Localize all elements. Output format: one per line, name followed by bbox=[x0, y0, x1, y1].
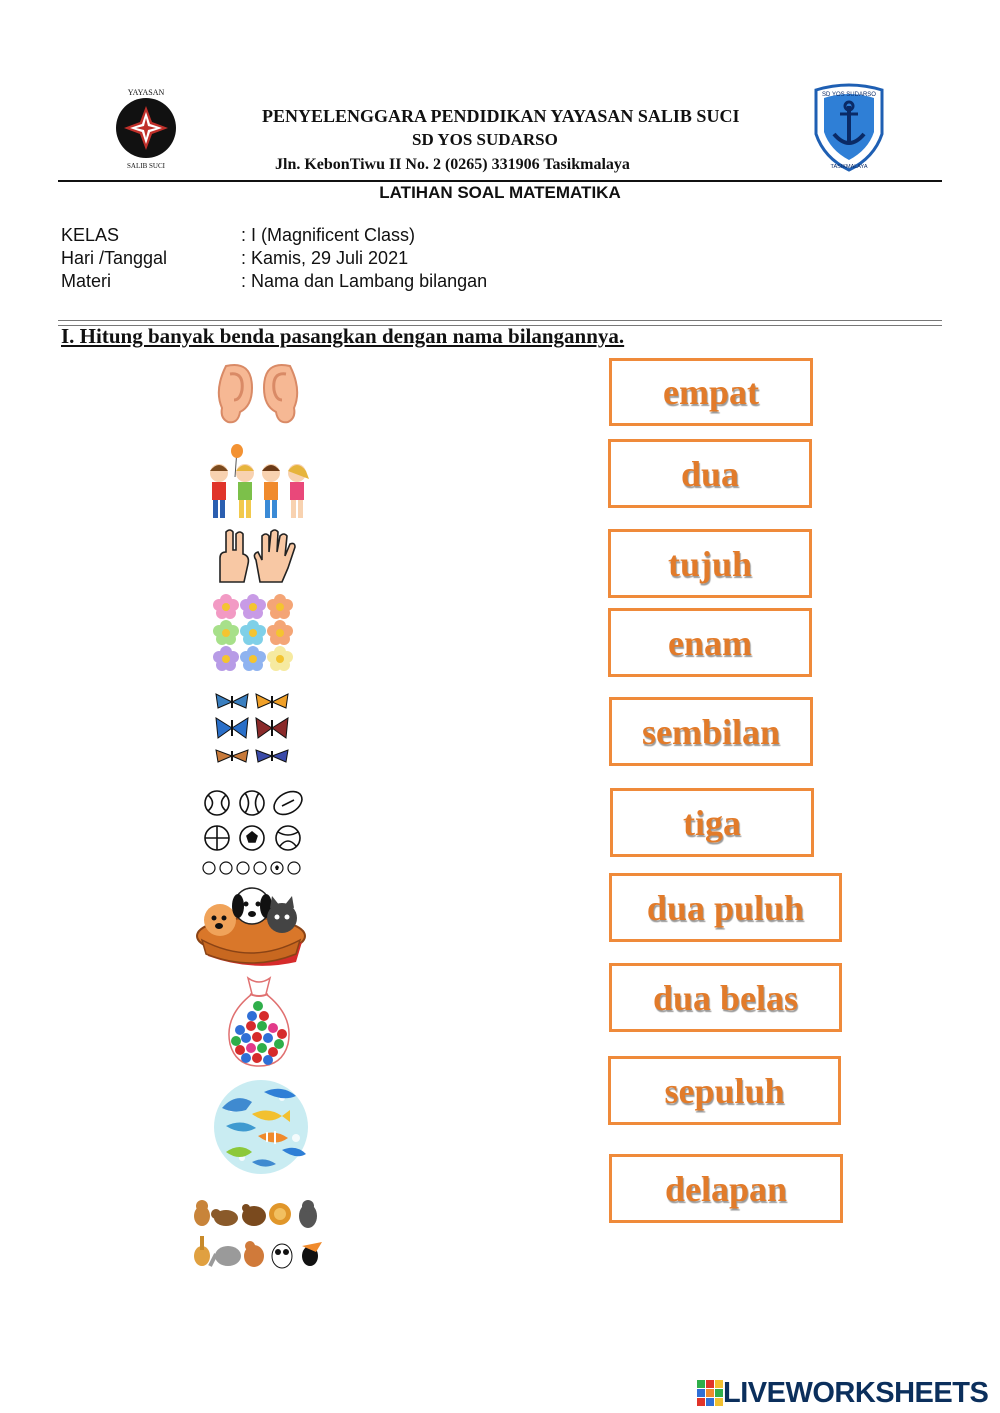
animals-icon[interactable] bbox=[190, 1196, 326, 1274]
puppies-icon[interactable] bbox=[192, 884, 310, 974]
answer-word: empat bbox=[663, 372, 759, 412]
answer-word: tiga bbox=[683, 802, 741, 843]
answer-box-dua-puluh[interactable] bbox=[609, 873, 842, 942]
answer-word: dua puluh bbox=[646, 887, 805, 928]
school-shield-logo-icon bbox=[812, 82, 886, 172]
balls-icon[interactable] bbox=[200, 788, 308, 878]
school-address: Jln. KebonTiwu II No. 2 (0265) 331906 Tasikmalaya bbox=[275, 156, 630, 173]
answer-box-delapan[interactable] bbox=[609, 1154, 843, 1223]
fish-icon[interactable] bbox=[212, 1078, 310, 1176]
organization-line: PENYELENGGARA PENDIDIKAN YAYASAN SALIB SUCI bbox=[262, 106, 740, 126]
answer-word: dua bbox=[680, 453, 740, 494]
class-value: : I (Magnificent Class) bbox=[241, 225, 416, 245]
answer-word: delapan bbox=[664, 1168, 788, 1209]
instruction-text: I. Hitung banyak benda pasangkan dengan nama bilangannya. bbox=[61, 324, 625, 348]
logo-left-top-text: YAYASAN bbox=[127, 88, 165, 97]
answer-box-tujuh[interactable] bbox=[608, 529, 812, 598]
date-label: Hari /Tanggal bbox=[61, 248, 168, 268]
answer-word: sepuluh bbox=[664, 1070, 785, 1111]
topic-label: Materi bbox=[61, 271, 112, 291]
answer-word: tujuh bbox=[667, 543, 753, 584]
logo-left-bottom-text: SALIB SUCI bbox=[127, 162, 165, 170]
answer-box-sembilan[interactable] bbox=[609, 697, 813, 766]
worksheet-title: LATIHAN SOAL MATEMATIKA bbox=[379, 183, 621, 202]
logo-right-top-text: SD YOS SUDARSO bbox=[822, 92, 876, 98]
answer-box-dua[interactable] bbox=[608, 439, 812, 508]
brand-text: LIVEWORKSHEETS bbox=[723, 1376, 989, 1409]
answer-word: enam bbox=[668, 622, 752, 663]
logo-right-bottom-text: TASIKMALAYA bbox=[830, 164, 868, 170]
children-icon[interactable] bbox=[205, 443, 313, 521]
answer-box-dua-belas[interactable] bbox=[609, 963, 842, 1032]
ears-icon[interactable] bbox=[212, 360, 304, 426]
butterflies-icon[interactable] bbox=[212, 692, 294, 768]
marbles-icon[interactable] bbox=[222, 976, 296, 1068]
answer-box-tiga[interactable] bbox=[610, 788, 814, 857]
liveworksheets-logo-icon bbox=[697, 1380, 723, 1406]
answer-box-enam[interactable] bbox=[608, 608, 812, 677]
class-label: KELAS bbox=[61, 225, 120, 245]
date-value: : Kamis, 29 Juli 2021 bbox=[241, 248, 409, 268]
school-name: SD YOS SUDARSO bbox=[412, 130, 558, 149]
answer-word: sembilan bbox=[641, 711, 781, 752]
answer-word: dua belas bbox=[652, 977, 799, 1018]
answer-box-empat[interactable] bbox=[609, 358, 813, 426]
topic-value: : Nama dan Lambang bilangan bbox=[241, 271, 488, 291]
flowers-icon[interactable] bbox=[210, 593, 296, 673]
fingers-icon[interactable] bbox=[214, 528, 302, 584]
yayasan-logo-icon bbox=[104, 86, 188, 170]
header-divider bbox=[58, 180, 942, 182]
answer-box-sepuluh[interactable] bbox=[608, 1056, 841, 1125]
liveworksheets-brand[interactable] bbox=[697, 1377, 988, 1409]
